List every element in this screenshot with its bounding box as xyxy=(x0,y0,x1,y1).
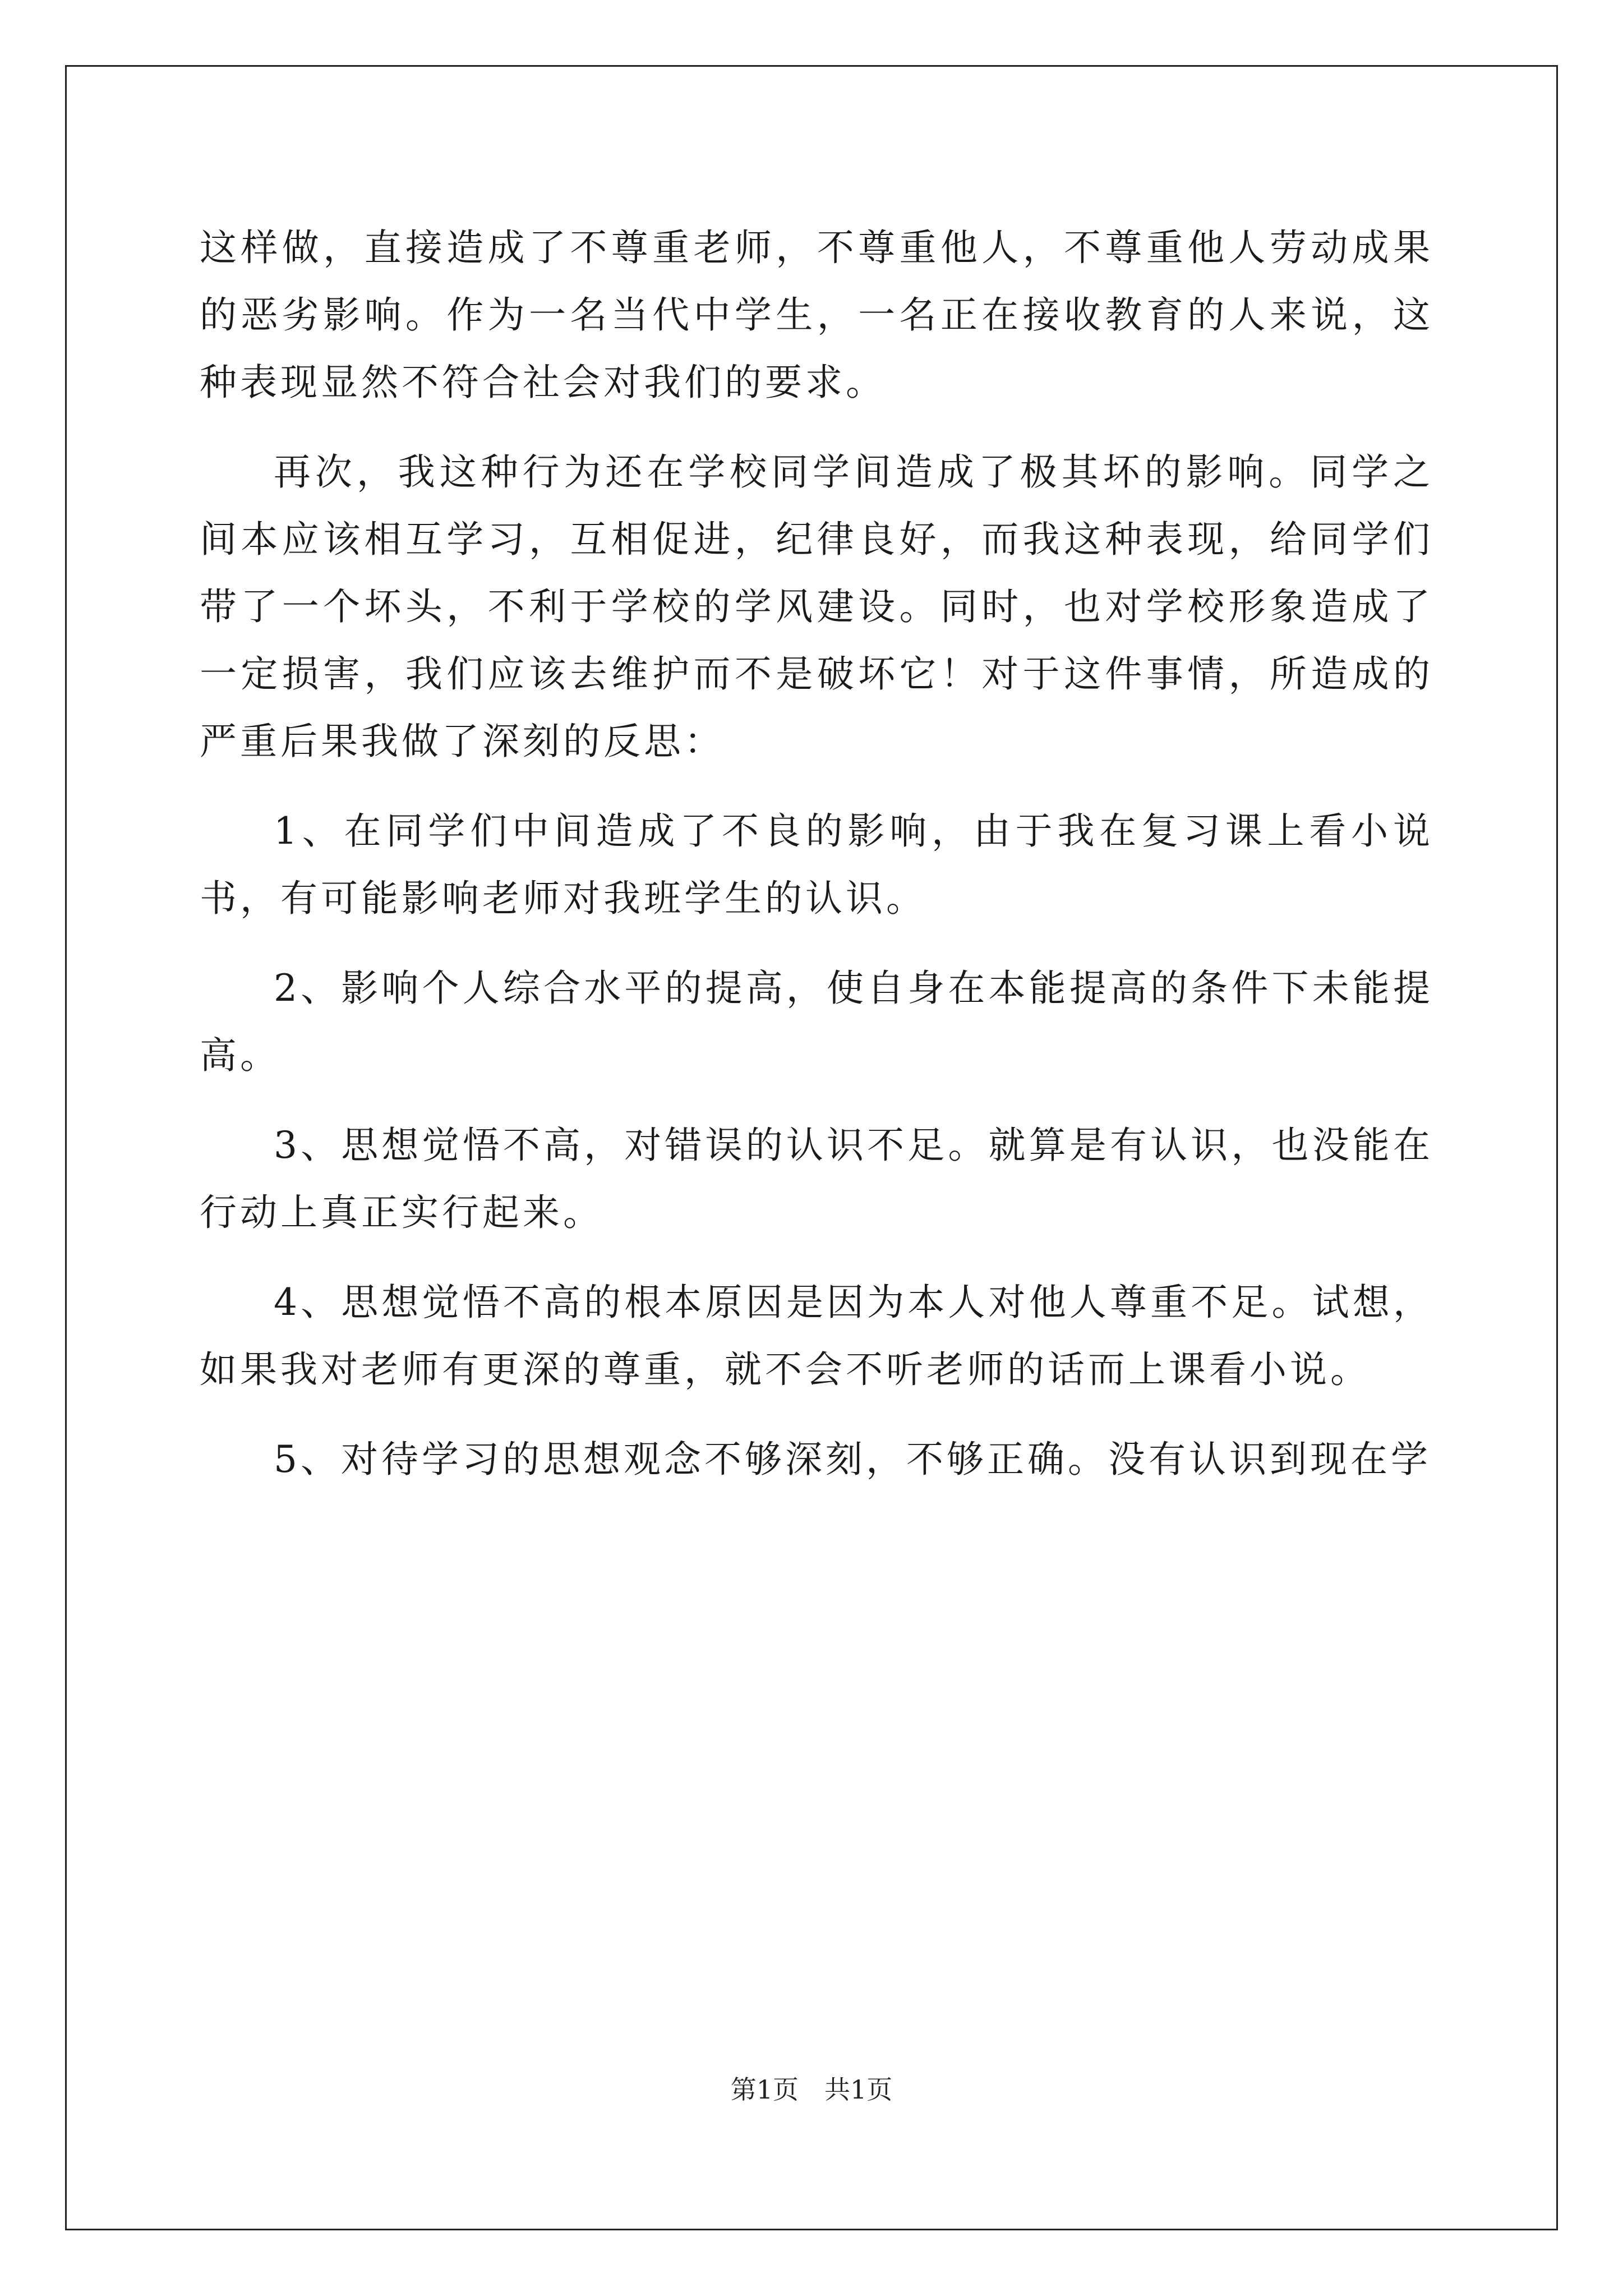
list-item-2: 2、影响个人综合水平的提高，使自身在本能提高的条件下未能提高。 xyxy=(200,967,1433,1077)
document-body xyxy=(200,214,1433,1516)
paragraph-2: 再次，我这种行为还在学校同学间造成了极其坏的影响。同学之间本应该相互学习，互相促进，纪律良好，而我这种表现，给同学们带了一个坏头，不利于学校的学风建设。同时，也对学校形象造成了一定损害，我们应该去维护而不是破坏它！对于这件事情，所造成的严重后果我做了深刻的反思： xyxy=(200,450,1433,763)
page-number: 第1页 xyxy=(730,2074,799,2105)
page-total: 共1页 xyxy=(824,2074,893,2105)
list-item-3: 3、思想觉悟不高，对错误的认识不足。就算是有认识，也没能在行动上真正实行起来。 xyxy=(200,1124,1433,1234)
paragraph-1: 这样做，直接造成了不尊重老师，不尊重他人，不尊重他人劳动成果的恶劣影响。作为一名当代中学生，一名正在接收教育的人来说，这种表现显然不符合社会对我们的要求。 xyxy=(200,226,1433,404)
list-item-1: 1、在同学们中间造成了不良的影响，由于我在复习课上看小说书，有可能影响老师对我班学生的认识。 xyxy=(200,809,1433,920)
list-item-4: 4、思想觉悟不高的根本原因是因为本人对他人尊重不足。试想，如果我对老师有更深的尊重，就不会不听老师的话而上课看小说。 xyxy=(200,1281,1433,1391)
page-footer xyxy=(0,2073,1623,2106)
list-item-5: 5、对待学习的思想观念不够深刻，不够正确。没有认识到现在学 xyxy=(274,1438,1431,1481)
